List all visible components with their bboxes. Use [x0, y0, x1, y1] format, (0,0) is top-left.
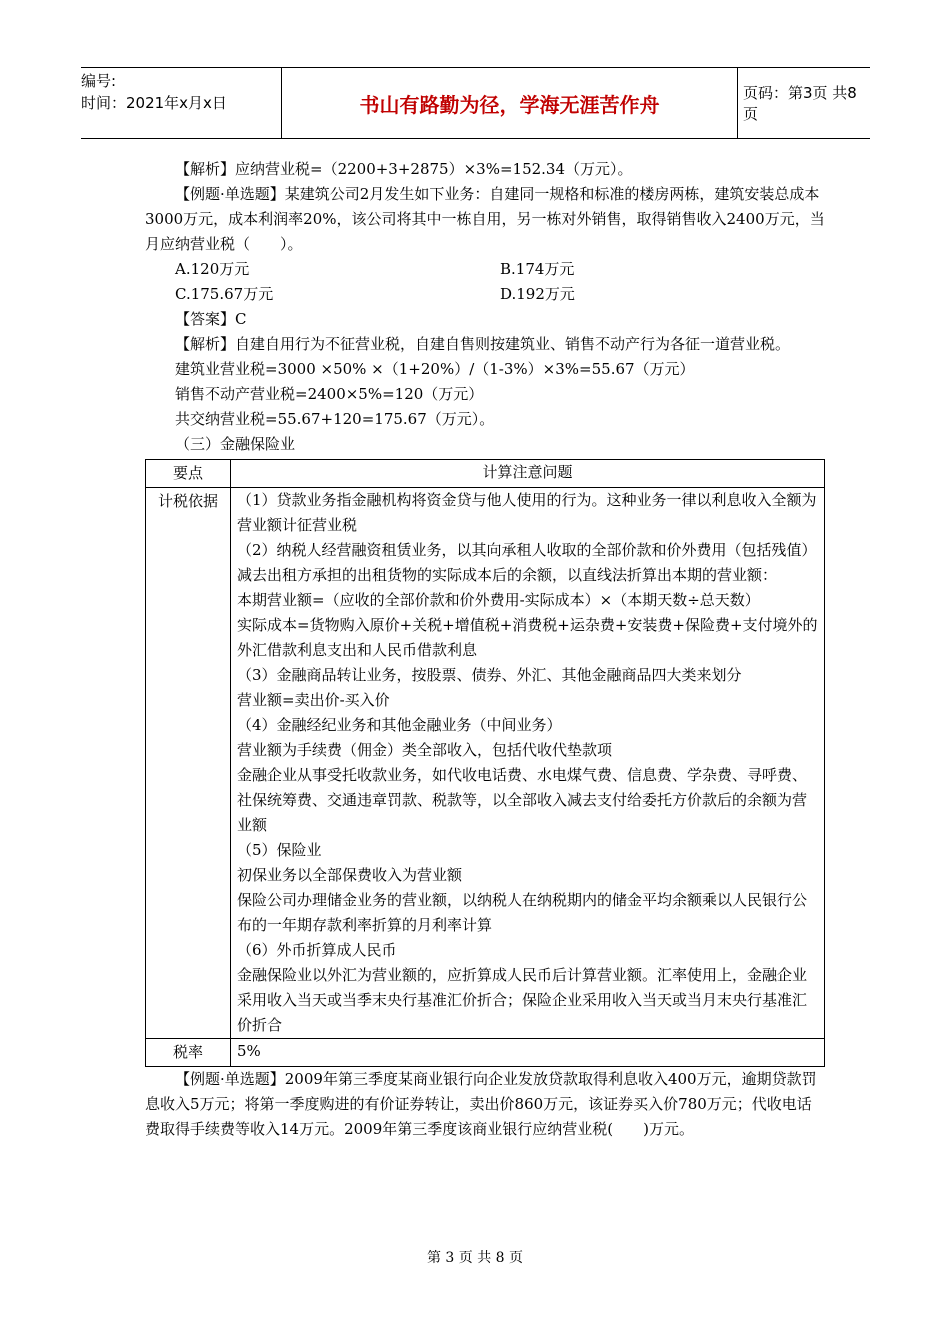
table-cell-line: 金融企业从事受托收款业务，如代收电话费、水电煤气费、信息费、学杂费、寻呼费、社保统筹费、交通违章罚款、税款等，以全部收入减去支付给委托方价款后的余额为营业额 [237, 766, 808, 834]
answer-line: 【答案】C [175, 310, 247, 328]
calc-line: 共交纳营业税=55.67+120=175.67（万元）。 [175, 410, 495, 428]
options-row [145, 282, 825, 307]
options-row [145, 257, 825, 282]
header-number-label: 编号: [81, 72, 117, 90]
table-cell-line: （3）金融商品转让业务，按股票、债券、外汇、其他金融商品四大类来划分 [237, 666, 742, 684]
table-cell-line: 本期营业额=（应收的全部价款和价外费用-实际成本）×（本期天数÷总天数） [237, 591, 760, 609]
example-question: 【例题·单选题】某建筑公司2月发生如下业务：自建同一规格和标准的楼房两栋，建筑安装总成本3000万元，成本利润率20%，该公司将其中一栋自用，另一栋对外销售，取得销售收入2400万元，当月应纳营业税（ ）。 [145, 185, 825, 253]
finance-insurance-table [145, 459, 825, 1067]
table-cell-line: （6）外币折算成人民币 [237, 941, 397, 959]
table-cell [231, 488, 825, 1039]
option-c: C.175.67万元 [175, 285, 274, 303]
table-cell-line: （2）纳税人经营融资租赁业务，以其向承租人收取的全部价款和价外费用（包括残值）减去出租方承担的出租货物的实际成本后的余额，以直线法折算出本期的营业额： [237, 541, 817, 584]
option-b: B.174万元 [500, 260, 575, 278]
table-row [146, 1039, 825, 1067]
table-cell-line: （1）贷款业务指金融机构将资金贷与他人使用的行为。这种业务一律以利息收入全额为营业额计征营业税 [237, 491, 817, 534]
table-row [146, 488, 825, 1039]
table-cell: 5% [231, 1039, 825, 1067]
calc-line: 建筑业营业税=3000 ×50% ×（1+20%）/（1-3%）×3%=55.67（万元） [175, 360, 695, 378]
header-motto: 书山有路勤为径，学海无涯苦作舟 [281, 68, 738, 138]
table-row-label: 税率 [146, 1039, 231, 1067]
header-date-label: 时间：2021年x月x日 [81, 94, 227, 112]
document-body [145, 157, 825, 1142]
option-d: D.192万元 [500, 285, 575, 303]
table-cell-line: 营业额为手续费（佣金）类全部收入，包括代收代垫款项 [237, 741, 613, 759]
option-a: A.120万元 [175, 260, 250, 278]
analysis-paragraph: 【解析】应纳营业税=（2200+3+2875）×3%=152.34（万元）。 [175, 160, 633, 178]
table-cell-line: （4）金融经纪业务和其他金融业务（中间业务） [237, 716, 562, 734]
page-footer: 第 3 页 共 8 页 [426, 1250, 524, 1266]
table-cell-line: 营业额=卖出价-买入价 [237, 691, 390, 709]
section-heading: （三）金融保险业 [175, 435, 296, 453]
table-header-cell: 要点 [146, 460, 231, 488]
table-row-label: 计税依据 [146, 488, 231, 1039]
page-header [81, 67, 870, 139]
table-cell-line: （5）保险业 [237, 841, 322, 859]
table-cell-line: 金融保险业以外汇为营业额的，应折算成人民币后计算营业额。汇率使用上，金融企业采用收入当天或当季末央行基准汇价折合；保险企业采用收入当天或当月末央行基准汇价折合 [237, 966, 808, 1034]
example-question: 【例题·单选题】2009年第三季度某商业银行向企业发放贷款取得利息收入400万元，逾期贷款罚息收入5万元；将第一季度购进的有价证券转让，卖出价860万元，该证券买入价780万元；代收电话费取得手续费等收入14万元。2009年第三季度该商业银行应纳营业税( )万元。 [145, 1070, 817, 1138]
table-header-cell: 计算注意问题 [231, 460, 825, 488]
table-cell-line: 实际成本=货物购入原价+关税+增值税+消费税+运杂费+安装费+保险费+支付境外的外汇借款利息支出和人民币借款利息 [237, 616, 818, 659]
table-header-row [146, 460, 825, 488]
table-cell-line: 初保业务以全部保费收入为营业额 [237, 866, 463, 884]
calc-line: 销售不动产营业税=2400×5%=120（万元） [175, 385, 484, 403]
header-meta [81, 68, 281, 140]
table-cell-line: 保险公司办理储金业务的营业额，以纳税人在纳税期内的储金平均余额乘以人民银行公布的一年期存款利率折算的月利率计算 [237, 891, 808, 934]
analysis-paragraph: 【解析】自建自用行为不征营业税，自建自售则按建筑业、销售不动产行为各征一道营业税。 [175, 335, 791, 353]
header-page-label: 页码：第3页 共8页 [743, 84, 857, 123]
